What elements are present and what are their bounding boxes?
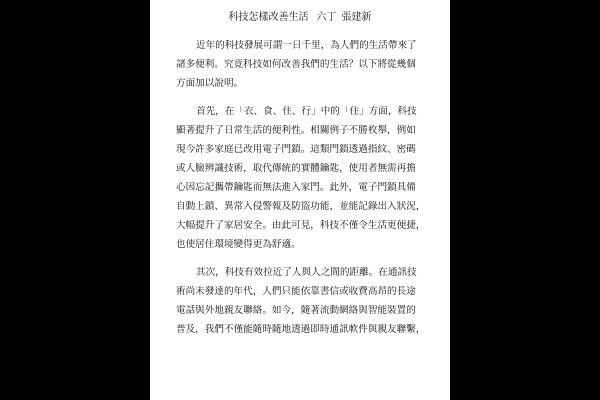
paragraph-1-line-3: 方面加以說明。: [176, 78, 244, 89]
author-class: 六丁: [316, 12, 337, 23]
paragraph-2-line-3: 現今許多家庭已改用電子門鎖。這類門鎖透過指紋、密碼: [176, 144, 416, 155]
document-page: [150, 0, 450, 400]
paragraph-2-line-1: 首先，在「衣、食、住、行」中的「住」方面，科技: [196, 106, 417, 117]
paragraph-1-line-2: 諸多便利。究竟科技如何改善我們的生活？以下將從幾個: [176, 59, 416, 70]
paragraph-2-line-7: 大幅提升了家居安全。由此可見，科技不僅令生活更便捷，: [176, 220, 426, 231]
author-name: 張建新: [341, 12, 372, 23]
paragraph-3-line-4: 普及，我們不僅能隨時隨地透過即時通訊軟件與親友聯繫，: [176, 324, 426, 335]
paragraph-2-line-4: 或人臉辨識技術，取代傳統的實體鑰匙，使用者無需再擔: [176, 163, 416, 174]
paragraph-2-line-5: 心因忘記攜帶鑰匙而無法進入家門。此外，電子門鎖具備: [176, 182, 416, 193]
paragraph-2-line-6: 自動上鎖、異常入侵警報及防盜功能，並能記錄出入狀況，: [176, 201, 426, 212]
paragraph-3-line-2: 術尚未發達的年代，人們只能依靠書信或收費高昂的長途: [176, 286, 416, 297]
paragraph-3-line-3: 電話與外地親友聯絡。如今，隨著流動網絡與智能裝置的: [176, 305, 416, 316]
paragraph-2-line-2: 顯著提升了日常生活的便利性。相關例子不勝枚舉，例如: [176, 125, 416, 136]
paragraph-2-line-8: 也使居住環境變得更為舒適。: [176, 239, 301, 250]
paragraph-3-line-1: 其次，科技有效拉近了人與人之間的距離。在通訊技: [196, 267, 417, 278]
essay-title: 科技怎樣改善生活: [228, 12, 309, 23]
essay-heading: [150, 12, 450, 24]
paragraph-1-line-1: 近年的科技發展可謂一日千里，為人們的生活帶來了: [196, 40, 417, 51]
